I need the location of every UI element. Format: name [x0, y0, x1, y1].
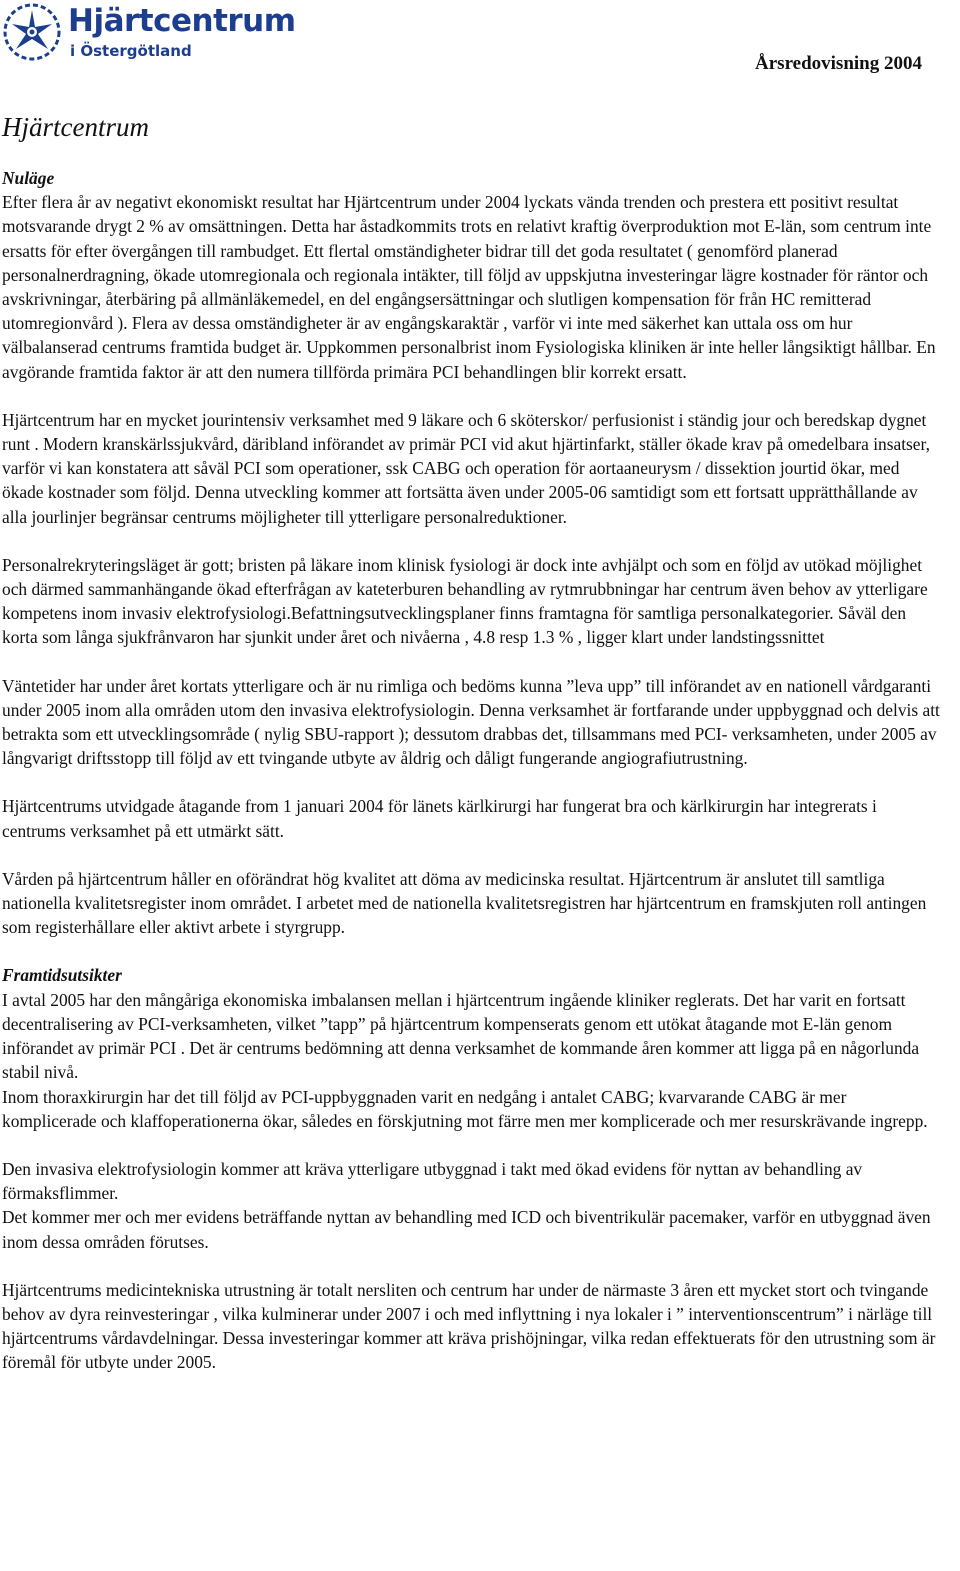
- section-heading-nulage: Nuläge: [2, 168, 55, 188]
- paragraph: Den invasiva elektrofysiologin kommer att kräva ytterligare utbyggnad i takt med ökad evidens för nyttan av behandling av förmaksflimmer.: [2, 1158, 863, 1204]
- paragraph: Vården på hjärtcentrum håller en oförändrat hög kvalitet att döma av medicinska resultat. Hjärtcentrum är anslutet till samtliga nationella kvalitetsregister inom området. I arbetet med de nationella kvalitetsregistren har hjärtcentrum en framskjuten roll antingen som registerhållare eller aktivt arbete i styrgrupp.: [2, 868, 927, 938]
- paragraph: Hjärtcentrums medicintekniska utrustning är totalt nersliten och centrum har under de närmaste 3 åren ett mycket stort och tvingande behov av dyra reinvesteringar , vilka kulminerar under 2007 i och med inflyttning i nya lokaler i ” interventionscentrum” i närläge till hjärtcentrums vårdavdelningar. Dessa investeringar kommer att kräva prishöjningar, vilka redan effektuerats för den utrustning som är föremål för utbyte under 2005.: [2, 1279, 936, 1373]
- report-label: Årsredovisning 2004: [755, 53, 922, 74]
- page-header: [0, 0, 960, 80]
- hjartcentrum-logo: [2, 2, 302, 70]
- paragraph: Efter flera år av negativt ekonomiskt resultat har Hjärtcentrum under 2004 lyckats vända trenden och prestera ett positivt resultat motsvarande drygt 2 % av omsättningen. Detta har åstadkommits trots en relativt kraftig överproduktion mot E-län, som centrum inte ersatts för efter övergången till rambudget. Ett flertal omständigheter bidrar till det goda resultatet ( genomförd planerad personalnerdragning, ökade utomregionala och regionala intäkter, till följd av uppskjutna investeringar lägre kostnader för räntor och avskrivningar, återbäring på allmänläkemedel, en del engångsersättningar och slutligen kompensation för från HC remitterad utomregionvård ). Flera av dessa omständigheter är av engångskaraktär , varför vi inte med säkerhet kan uttala oss om hur välbalanserad centrums framtida budget är. Uppkommen personalbrist inom Fysiologiska kliniken är inte heller långsiktigt hållbar. En avgörande framtida faktor är att den numera tillförda primära PCI behandlingen blir korrekt ersatt.: [2, 192, 936, 382]
- paragraph: Det kommer mer och mer evidens beträffande nyttan av behandling med ICD och biventrikulär pacemaker, varför en utbyggnad även inom dessa områden förutses.: [2, 1207, 931, 1252]
- paragraph: Hjärtcentrum har en mycket jourintensiv verksamhet med 9 läkare och 6 sköterskor/ perfusionist i ständig jour och beredskap dygnet runt . Modern kranskärlssjukvård, däribland införandet av primär PCI vid akut hjärtinfarkt, ställer ökade krav på omedelbara insatser, varför vi kan konstatera att såväl PCI som operationer, ssk CABG och operation för aortaaneurysm / dissektion jourtid ökar, med ökade kostnader som följd. Denna utveckling kommer att fortsätta även under 2005-06 samtidigt som ett fortsatt upprätthållande av alla jourlinjer begränsar centrums möjligheter till ytterligare personalreduktioner.: [2, 409, 930, 527]
- star-emblem-icon: [2, 2, 62, 62]
- paragraph: Hjärtcentrums utvidgade åtagande from 1 januari 2004 för länets kärlkirurgi har fungerat bra och kärlkirurgin har integrerats i centrums verksamhet på ett utmärkt sätt.: [2, 796, 877, 841]
- paragraph: Personalrekryteringsläget är gott; bristen på läkare inom klinisk fysiologi är dock inte avhjälpt och som en följd av utökad möjlighet och därmed sammanhängande ökad efterfrågan av kateterburen behandling av rytmrubbningar har centrum även behov av ytterligare kompetens inom invasiv elektrofysiologi.Befattningsutvecklingsplaner finns framtagna för samtliga personalkategorier. Såväl den korta som långa sjukfrånvaron har sjunkit under året och nivåerna , 4.8 resp 1.3 % , ligger klart under landstingssnittet: [2, 554, 928, 648]
- paragraph: I avtal 2005 har den mångåriga ekonomiska imbalansen mellan i hjärtcentrum ingående kliniker reglerats. Det har varit en fortsatt decentralisering av PCI-verksamheten, vilket ”tapp” på hjärtcentrum kompenserats genom ett utökat åtagande mot E-län genom införandet av primär PCI . Det är centrums bedömning att denna verksamhet de kommande åren kommer att ligga på en någorlunda stabil nivå.: [2, 989, 920, 1083]
- paragraph: Väntetider har under året kortats ytterligare och är nu rimliga och bedöms kunna ”leva upp” till införandet av en nationell vårdgaranti under 2005 inom alla områden utom den invasiva elektrofysiologin. Denna verksamhet är fortfarande under uppbyggnad och delvis att betrakta som ett utvecklingsområde ( nylig SBU-rapport ); dessutom drabbas det, tillsammans med PCI- verksamheten, under 2005 av långvarigt driftsstopp till följd av ett tvingande utbyte av åldrig och dåligt fungerande angiografiutrustning.: [2, 675, 940, 769]
- paragraph: Inom thoraxkirurgin har det till följd av PCI-uppbyggnaden varit en nedgång i antalet CABG; kvarvarande CABG är mer komplicerade och klaffoperationerna ökar, således en förskjutning mot färre men mer komplicerade och mer resurskrävande ingrepp.: [2, 1086, 928, 1131]
- page-title: Hjärtcentrum: [2, 112, 149, 142]
- logo-subtitle: i Östergötland: [70, 42, 192, 60]
- section-heading-framtidsutsikter: Framtidsutsikter: [2, 965, 122, 986]
- logo-title: Hjärtcentrum: [68, 3, 296, 39]
- document-body: [2, 166, 942, 1375]
